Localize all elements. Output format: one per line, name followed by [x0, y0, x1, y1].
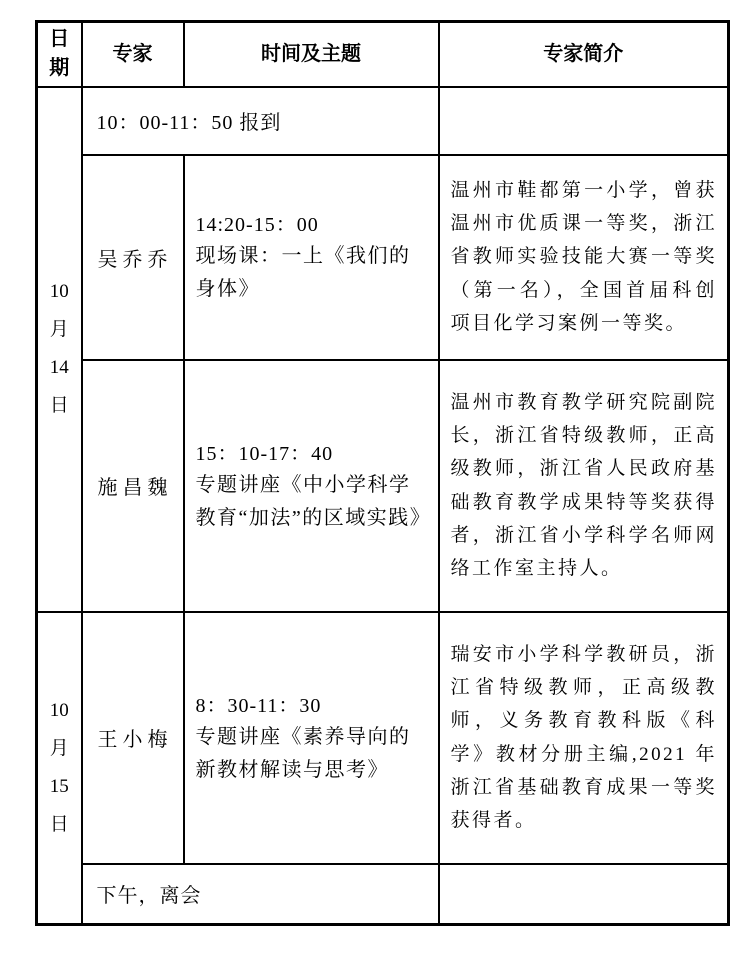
- departure-cell: 下午，离会: [82, 864, 439, 925]
- table-row-session-wangxiaomei: [37, 612, 729, 864]
- session-topic: 专题讲座《素养导向的新教材解读与思考》: [195, 725, 411, 781]
- session-time: 15：10-17：40: [195, 442, 334, 465]
- header-row: [37, 22, 729, 87]
- profile-cell-empty-checkin: [439, 87, 729, 155]
- profile-cell-empty-departure: [439, 864, 729, 925]
- session-time: 8：30-11：30: [195, 694, 322, 717]
- header-expert: 专家: [82, 22, 184, 87]
- table-row-session-wuqiaoqiao: [37, 155, 729, 360]
- session-time: 14:20-15：00: [195, 214, 319, 236]
- time-topic-cell: [184, 155, 439, 360]
- document-page: [0, 20, 744, 954]
- checkin-cell: 10：00-11：50 报到: [82, 87, 439, 155]
- expert-name: 施昌魏: [82, 360, 184, 612]
- expert-name: 吴乔乔: [82, 155, 184, 360]
- time-topic-cell: [184, 612, 439, 864]
- date-cell-oct14: 10 月 14 日: [37, 87, 82, 612]
- table-row-session-shichangwei: [37, 360, 729, 612]
- schedule-table: [35, 20, 730, 926]
- expert-profile: 瑞安市小学科学教研员，浙江省特级教师，正高级教师，义务教育教科版《科学》教材分册主编,2021 年浙江省基础教育成果一等奖获得者。: [439, 612, 729, 864]
- header-date: 日期: [37, 22, 82, 87]
- time-topic-cell: [184, 360, 439, 612]
- expert-name: 王小梅: [82, 612, 184, 864]
- table-row-departure: [37, 864, 729, 925]
- expert-profile: 温州市鞋都第一小学，曾获温州市优质课一等奖，浙江省教师实验技能大赛一等奖（第一名），全国首届科创项目化学习案例一等奖。: [439, 155, 729, 360]
- session-topic: 专题讲座《中小学科学教育“加法”的区域实践》: [195, 473, 432, 529]
- expert-profile: 温州市教育教学研究院副院长，浙江省特级教师，正高级教师，浙江省人民政府基础教育教学成果特等奖获得者，浙江省小学科学名师网络工作室主持人。: [439, 360, 729, 612]
- session-topic: 现场课：一上《我们的身体》: [195, 245, 411, 300]
- table-row-checkin: [37, 87, 729, 155]
- header-profile: 专家简介: [439, 22, 729, 87]
- header-time-topic: 时间及主题: [184, 22, 439, 87]
- date-cell-oct15: 10 月 15 日: [37, 612, 82, 925]
